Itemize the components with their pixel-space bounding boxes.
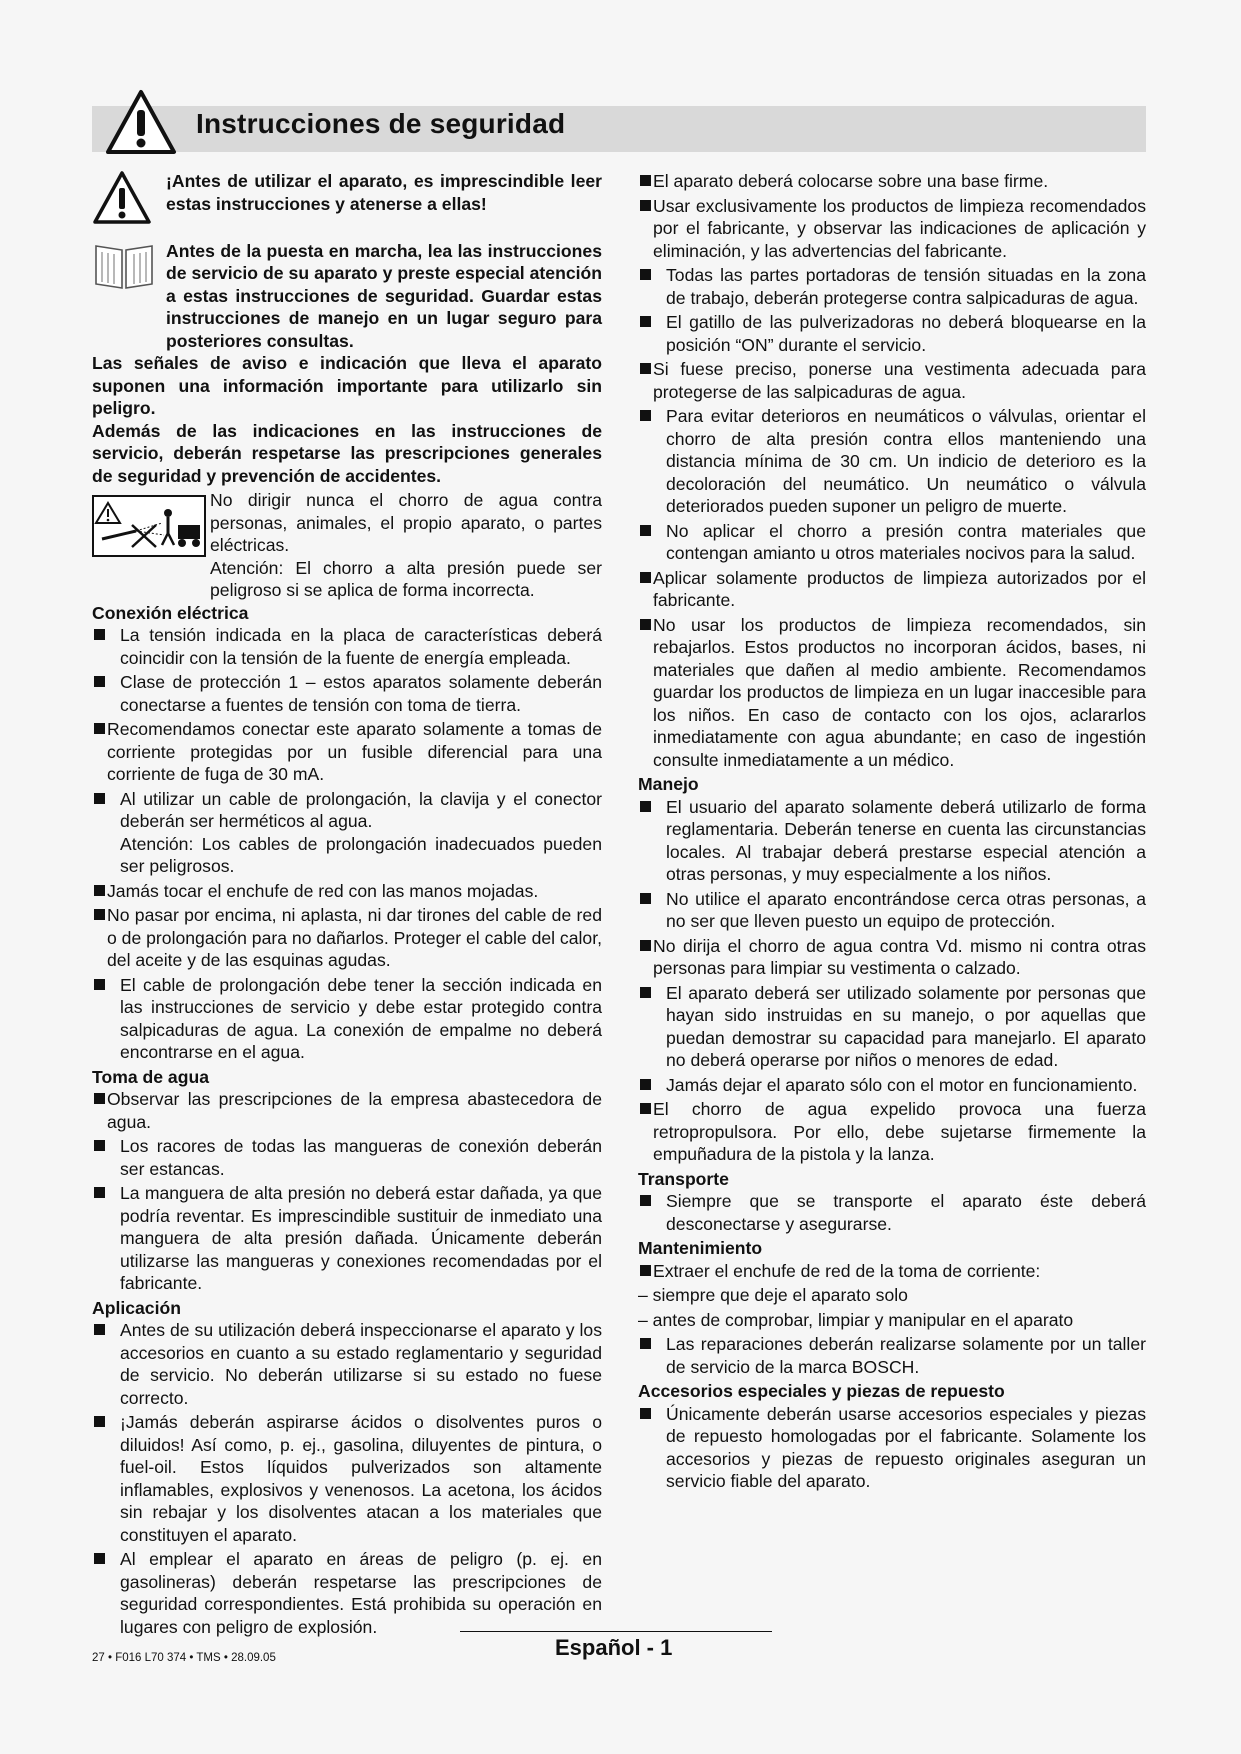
spray-warning-text-1: No dirigir nunca el chorro de agua contra personas, animales, el propio aparato, o partes eléctricas. [210,490,602,555]
dash-item: – siempre que deje el aparato solo [638,1285,908,1305]
list-item: Siempre que se transporte el aparato éste deberá desconectarse y asegurarse. [638,1190,1146,1235]
bullet-square-icon [640,1079,651,1090]
list-item: El usuario del aparato solamente deberá utilizarlo de forma reglamentaria. Deberán tenerse en cuenta las circunstancias locales. Al trabajar deberá prestarse especial atención a otras personas, y muy especialmente a los niños. [638,796,1146,886]
bullet-square-icon [640,893,651,904]
intro-manual-text: Antes de la puesta en marcha, lea las instrucciones de servicio de su aparato y preste especial atención a estas instrucciones de seguridad. Guardar estas instrucciones de manejo en un lugar seguro para posteriores consultas. [166,240,602,351]
bullet-square-icon [640,269,651,280]
bullet-square-icon [94,723,105,734]
list-item: Jamás dejar el aparato sólo con el motor en funcionamiento. [638,1074,1146,1097]
list-item: Si fuese preciso, ponerse una vestimenta adecuada para protegerse de las salpicaduras de agua. [638,358,1146,403]
spray-warning [92,489,602,602]
dash-item: – antes de comprobar, limpiar y manipular en el aparato [638,1309,1074,1330]
list-item: Para evitar deterioros en neumáticos o válvulas, orientar el chorro de alta presión contra ellos manteniendo una distancia mínima de 30 cm. Un indicio de deterioro es la decoloración del neumático. Un neumático o válvula deteriorados pueden suponer un peligro de muerte. [638,405,1146,518]
bullet-square-icon [94,1324,105,1335]
left-column [92,170,602,1640]
bullet-square-icon [94,629,105,640]
bullet-square-icon [640,316,651,327]
bullet-square-icon [640,1265,651,1276]
footer-doc-code: 27 • F016 L70 374 • TMS • 28.09.05 [92,1652,276,1664]
list-item: No aplicar el chorro a presión contra materiales que contengan amianto u otros materiales nocivos para la salud. [638,520,1146,565]
footer-page-label: Español - 1 [555,1635,673,1660]
bullet-square-icon [640,801,651,812]
heading-conexion: Conexión eléctrica [92,602,249,623]
list-item: Antes de su utilización deberá inspeccionarse el aparato y los accesorios en cuanto a su estado reglamentario y seguridad de servicio. No deberán utilizarse si su estado no fuese correcto. [92,1319,602,1409]
bullet-square-icon [640,410,651,421]
bullet-square-icon [640,1195,651,1206]
bullet-square-icon [640,175,651,186]
bold-paragraph-1: Las señales de aviso e indicación que lleva el aparato suponen una información importante para utilizarlo sin peligro. [92,353,602,418]
bullet-square-icon [640,619,651,630]
list-item: Aplicar solamente productos de limpieza autorizados por el fabricante. [638,567,1146,612]
list-item: Usar exclusivamente los productos de limpieza recomendados por el fabricante, y observar las indicaciones de aplicación y eliminación, y las advertencias del fabricante. [638,195,1146,263]
bullet-square-icon [640,1103,651,1114]
list-item: Observar las prescripciones de la empresa abastecedora de agua. [92,1088,602,1133]
bullet-square-icon [94,1553,105,1564]
bullet-square-icon [94,1140,105,1151]
right-column [638,170,1146,1495]
bullet-square-icon [94,1093,105,1104]
heading-transporte: Transporte [638,1168,729,1189]
heading-toma-agua: Toma de agua [92,1066,209,1087]
list-item: Todas las partes portadoras de tensión situadas en la zona de trabajo, deberán protegerse contra salpicaduras de agua. [638,264,1146,309]
bullet-square-icon [94,676,105,687]
bullet-square-icon [94,909,105,920]
list-item: Únicamente deberán usarse accesorios especiales y piezas de repuesto homologadas por el fabricante. Solamente los accesorios y piezas de repuesto originales aseguran un servicio fiable del aparato. [638,1403,1146,1493]
list-item: Jamás tocar el enchufe de red con las manos mojadas. [92,880,602,903]
bullet-square-icon [94,793,105,804]
bullet-square-icon [94,885,105,896]
bullet-square-icon [94,1187,105,1198]
warning-triangle-icon [104,88,178,156]
list-item: No pasar por encima, ni aplasta, ni dar tirones del cable de red o de prolongación para no dañarlos. Proteger el cable del calor, del aceite y de las esquinas agudas. [92,904,602,972]
list-item: Las reparaciones deberán realizarse solamente por un taller de servicio de la marca BOSCH. [638,1333,1146,1378]
list-item: El aparato deberá ser utilizado solamente por personas que hayan sido instruidas en su manejo, o por aquellas que puedan demostrar su capacidad para manejarlo. El aparato no deberá operarse por niños o menores de edad. [638,982,1146,1072]
heading-aplicacion: Aplicación [92,1297,181,1318]
list-item: El aparato deberá colocarse sobre una base firme. [638,170,1146,193]
list-item: Al utilizar un cable de prolongación, la clavija y el conector deberán ser herméticos al agua. Atención: Los cables de prolongación inadecuados pueden ser peligrosos. [92,788,602,878]
list-item: No usar los productos de limpieza recomendados, sin rebajarlos. Estos productos no incorporan ácidos, bases, ni materiales que dañen al medio ambiente. Recomendamos guardar los productos de limpieza en un lugar inaccesible para los niños. En caso de contacto con los ojos, aclararlos inmediatamente con agua abundante; en caso de ingestión consulte inmediatamente a un médico. [638,614,1146,772]
heading-mantenimiento: Mantenimiento [638,1238,763,1258]
heading-manejo: Manejo [638,774,699,794]
spray-hazard-pictogram-icon [92,495,206,557]
list-item: No dirija el chorro de agua contra Vd. mismo ni contra otras personas para limpiar su vestimenta o calzado. [638,935,1146,980]
bullet-square-icon [640,1338,651,1349]
list-item: ¡Jamás deberán aspirarse ácidos o disolventes puros o diluidos! Así como, p. ej., gasolina, diluyentes de pintura, o fuel-oil. Estos líquidos pulverizados son altamente inflamables, explosivos y venenosos. La acetona, los ácidos sin rebajar y los disolventes atacan a los materiales que constituyen el aparato. [92,1411,602,1546]
list-item: No utilice el aparato encontrándose cerca otras personas, a no ser que lleven puesto un equipo de protección. [638,888,1146,933]
list-item: La tensión indicada en la placa de características deberá coincidir con la tensión de la fuente de energía empleada. [92,624,602,669]
footer-divider [460,1631,772,1632]
list-item: La manguera de alta presión no deberá estar dañada, ya que podría reventar. Es imprescindible sustituir de inmediato una manguera de alta presión dañada. Únicamente deberán utilizarse las mangueras y conexiones recomendadas por el fabricante. [92,1182,602,1295]
list-item: El gatillo de las pulverizadoras no deberá bloquearse en la posición “ON” durante el servicio. [638,311,1146,356]
bullet-square-icon [640,940,651,951]
list-item: Clase de protección 1 – estos aparatos solamente deberán conectarse a fuentes de tensión con toma de tierra. [92,671,602,716]
bullet-square-icon [94,1416,105,1427]
bullet-square-icon [640,525,651,536]
list-item: Los racores de todas las mangueras de conexión deberán ser estancas. [92,1135,602,1180]
warning-triangle-icon [92,170,152,226]
list-item: Al emplear el aparato en áreas de peligro (p. ej. en gasolineras) deberán respetarse las prescripciones de seguridad correspondientes. Está prohibida su operación en lugares con peligro de explosión. [92,1548,602,1638]
heading-accesorios: Accesorios especiales y piezas de repuesto [638,1381,1005,1401]
bullet-square-icon [640,363,651,374]
open-book-icon [92,240,156,292]
list-item: Extraer el enchufe de red de la toma de corriente: [638,1260,1146,1283]
bold-paragraph-2: Además de las indicaciones en las instrucciones de servicio, deberán respetarse las prescripciones generales de seguridad y prevención de accidentes. [92,420,602,486]
list-item: El cable de prolongación debe tener la sección indicada en las instrucciones de servicio y debe estar protegido contra salpicaduras de agua. La conexión de empalme no deberá encontrarse en el agua. [92,974,602,1064]
list-item: El chorro de agua expelido provoca una fuerza retropropulsora. Por ello, debe sujetarse firmemente la empuñadura de la pistola y la lanza. [638,1098,1146,1166]
spray-warning-text-2: Atención: El chorro a alta presión puede ser peligroso si se aplica de forma incorrecta. [210,557,602,600]
intro-warning-text: ¡Antes de utilizar el aparato, es imprescindible leer estas instrucciones y atenerse a ellas! [166,171,602,214]
list-item: Recomendamos conectar este aparato solamente a tomas de corriente protegidas por un fusible diferencial para una corriente de fuga de 30 mA. [92,718,602,786]
bullet-square-icon [640,1408,651,1419]
intro-warning [92,170,602,232]
intro-manual [92,240,602,353]
bullet-square-icon [640,200,651,211]
bullet-square-icon [94,979,105,990]
bullet-square-icon [640,987,651,998]
page-title: Instrucciones de seguridad [196,108,566,139]
bullet-square-icon [640,572,651,583]
